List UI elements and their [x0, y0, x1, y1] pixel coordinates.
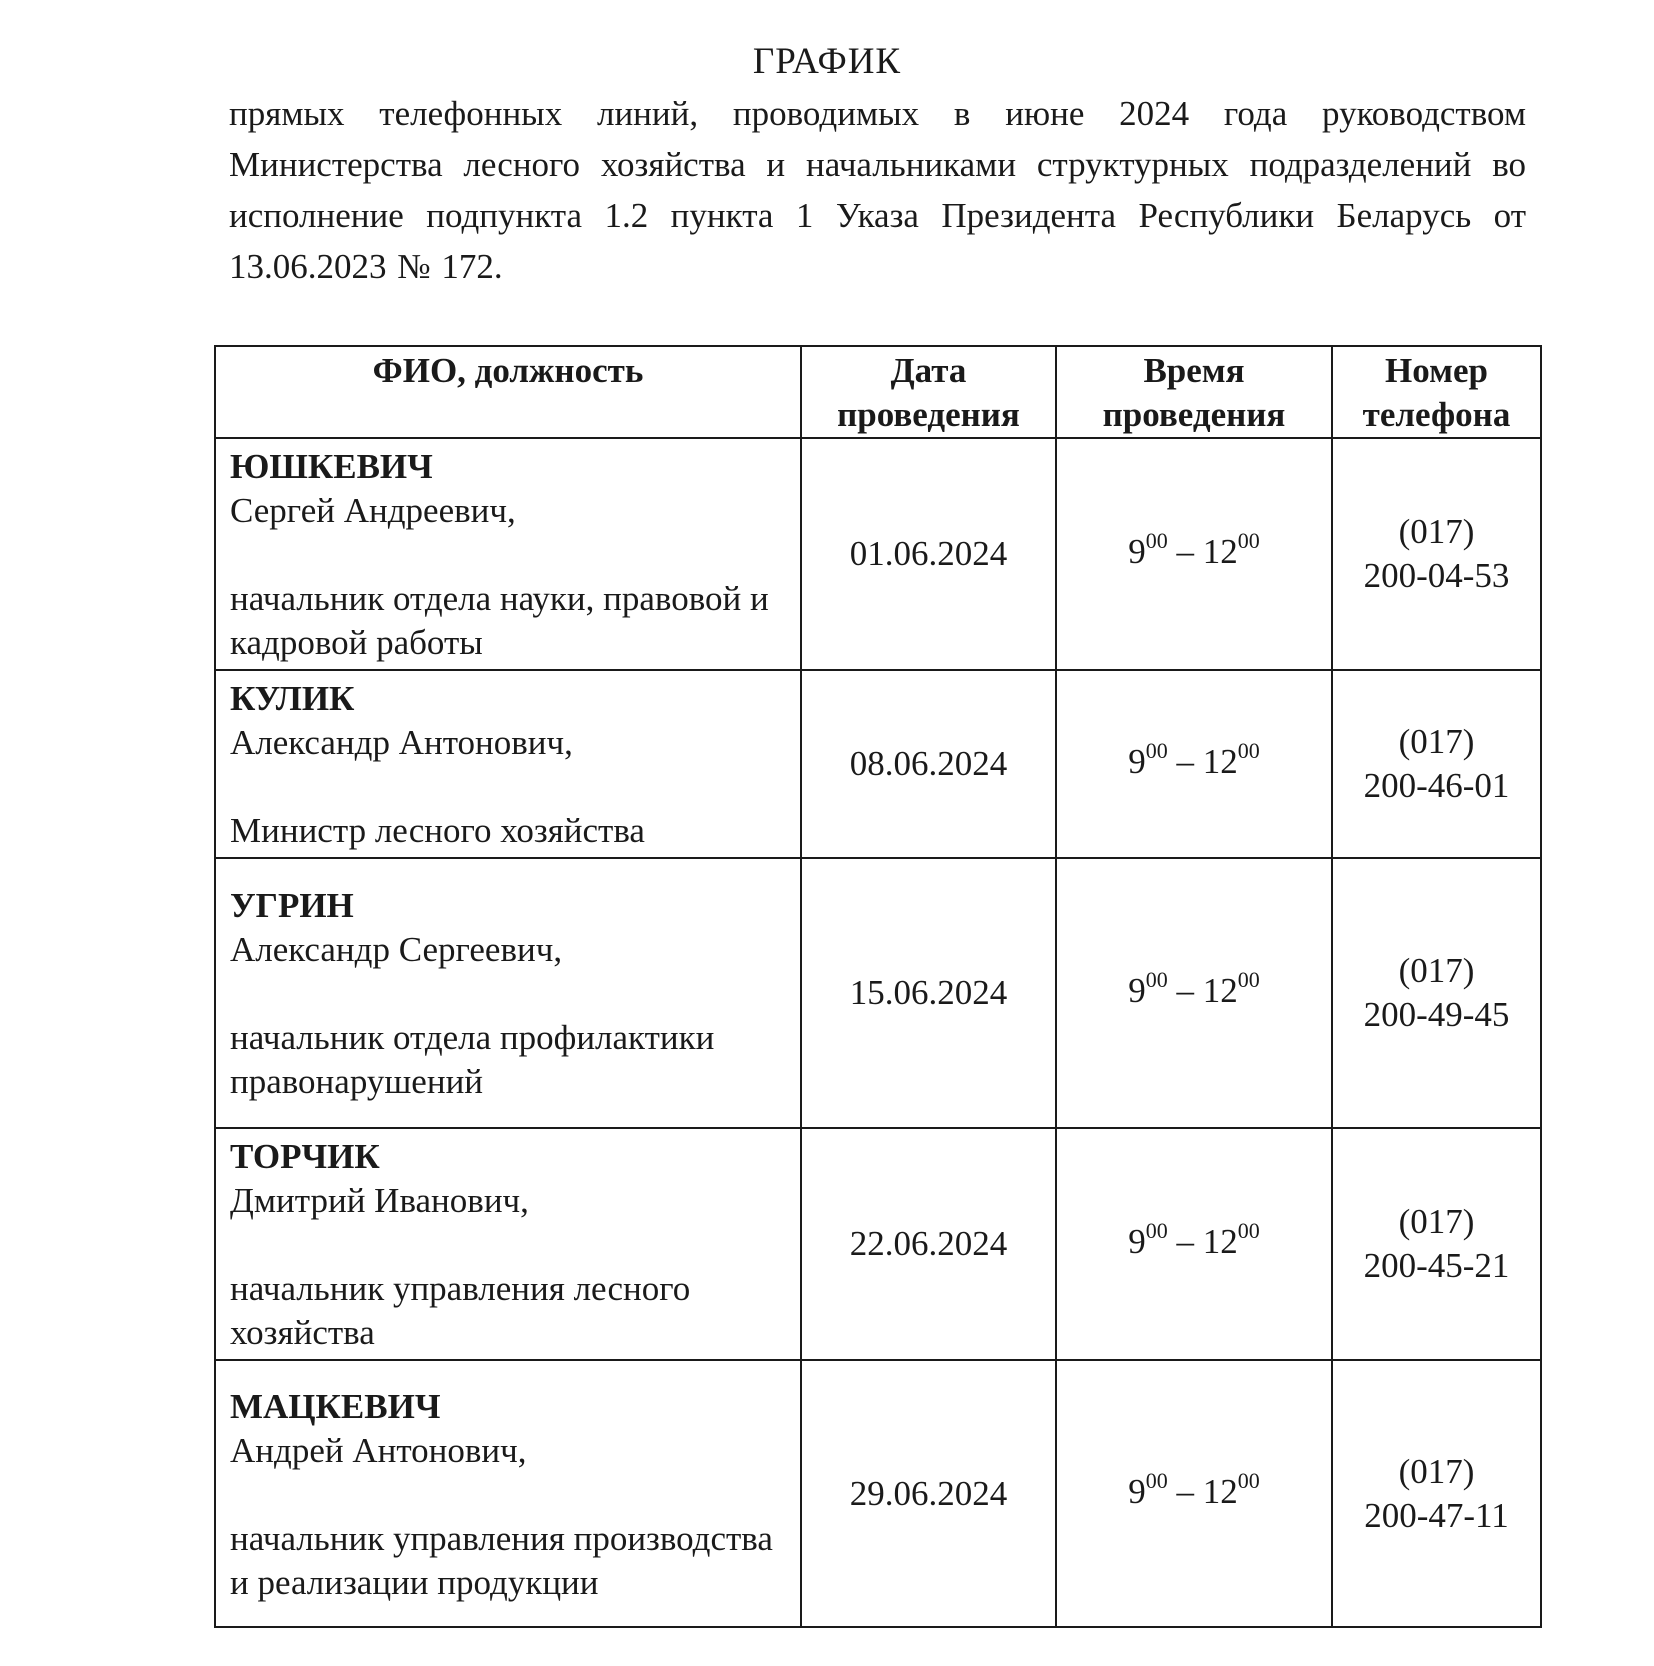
time-end-minutes: 00	[1237, 738, 1260, 763]
document-title: ГРАФИК	[752, 41, 902, 82]
person-cell	[215, 1128, 801, 1360]
phone-code: (017)	[1398, 1202, 1475, 1241]
time-cell	[1056, 858, 1332, 1128]
phone-cell	[1332, 858, 1541, 1128]
person-cell	[215, 670, 801, 858]
person-surname: ЮШКЕВИЧ	[230, 447, 433, 486]
time-start-minutes: 00	[1145, 1218, 1168, 1243]
time-start-hour: 9	[1128, 532, 1146, 571]
person-name: Андрей Антонович,	[230, 1430, 527, 1470]
phone-cell	[1332, 438, 1541, 670]
person-position: начальник отдела профилактики правонарушений	[230, 1018, 715, 1101]
phone-number: 200-45-21	[1363, 1246, 1510, 1285]
time-cell	[1056, 1128, 1332, 1360]
person-position: Министр лесного хозяйства	[230, 811, 645, 850]
table-row	[215, 858, 1541, 1128]
time-start-hour: 9	[1128, 742, 1146, 781]
time-cell	[1056, 670, 1332, 858]
table-row	[215, 438, 1541, 670]
time-start-minutes: 00	[1145, 1467, 1168, 1493]
table-row	[215, 1360, 1541, 1627]
table-row	[215, 1128, 1541, 1360]
phone-code: (017)	[1398, 512, 1475, 551]
phone-cell	[1332, 670, 1541, 858]
person-position: начальник отдела науки, правовой и кадровой работы	[230, 579, 769, 662]
header-phone: Номер телефона	[1332, 346, 1541, 438]
time-cell	[1056, 1360, 1332, 1627]
time-separator: –	[1167, 971, 1203, 1010]
phone-cell	[1332, 1128, 1541, 1360]
time-start-minutes: 00	[1145, 528, 1168, 553]
time-end-minutes: 00	[1237, 1218, 1260, 1243]
date-cell: 29.06.2024	[801, 1360, 1056, 1627]
time-end-hour: 12	[1202, 742, 1238, 781]
time-end-hour: 12	[1202, 1222, 1238, 1261]
person-position: начальник управления производства и реализации продукции	[230, 1518, 773, 1602]
phone-number: 200-46-01	[1363, 766, 1510, 805]
date-cell: 22.06.2024	[801, 1128, 1056, 1360]
time-end-minutes: 00	[1237, 1467, 1260, 1493]
person-cell	[215, 438, 801, 670]
time-end-hour: 12	[1202, 532, 1238, 571]
person-surname: ТОРЧИК	[230, 1137, 380, 1176]
time-cell	[1056, 438, 1332, 670]
time-separator: –	[1167, 1222, 1203, 1261]
phone-code: (017)	[1398, 1451, 1475, 1491]
schedule-table	[214, 345, 1542, 1628]
header-name-position: ФИО, должность	[215, 346, 801, 438]
time-start-hour: 9	[1128, 971, 1146, 1010]
table-row	[215, 670, 1541, 858]
header-time: Время проведения	[1056, 346, 1332, 438]
header-date: Дата проведения	[801, 346, 1056, 438]
phone-number: 200-04-53	[1363, 556, 1510, 595]
time-start-minutes: 00	[1145, 967, 1168, 992]
person-name: Дмитрий Иванович,	[230, 1181, 529, 1220]
person-surname: УГРИН	[230, 886, 354, 925]
person-surname: МАЦКЕВИЧ	[230, 1386, 441, 1426]
time-separator: –	[1167, 1471, 1203, 1511]
person-name: Александр Антонович,	[230, 723, 573, 762]
phone-code: (017)	[1398, 951, 1475, 990]
person-surname: КУЛИК	[230, 679, 355, 718]
time-start-hour: 9	[1128, 1222, 1146, 1261]
phone-code: (017)	[1398, 722, 1475, 761]
time-separator: –	[1167, 742, 1203, 781]
time-end-minutes: 00	[1237, 967, 1260, 992]
phone-number: 200-47-11	[1364, 1495, 1509, 1535]
time-end-hour: 12	[1202, 1471, 1238, 1511]
document-intro: прямых телефонных линий, проводимых в июне 2024 года руководством Министерства лесного хозяйства и начальниками структурных подразделений во исполнение подпункта 1.2 пункта 1 Указа Президента Республики Беларусь от 13.06.2023 № 172.	[229, 94, 1526, 286]
phone-cell	[1332, 1360, 1541, 1627]
time-end-hour: 12	[1202, 971, 1238, 1010]
person-position: начальник управления лесного хозяйства	[230, 1269, 691, 1352]
person-cell	[215, 858, 801, 1128]
person-cell	[215, 1360, 801, 1627]
time-end-minutes: 00	[1237, 528, 1260, 553]
date-cell: 01.06.2024	[801, 438, 1056, 670]
time-start-minutes: 00	[1145, 738, 1168, 763]
person-name: Александр Сергеевич,	[230, 930, 563, 969]
time-separator: –	[1167, 532, 1203, 571]
person-name: Сергей Андреевич,	[230, 491, 516, 530]
phone-number: 200-49-45	[1363, 995, 1510, 1034]
time-start-hour: 9	[1128, 1471, 1146, 1511]
date-cell: 08.06.2024	[801, 670, 1056, 858]
table-header-row	[215, 346, 1541, 438]
date-cell: 15.06.2024	[801, 858, 1056, 1128]
